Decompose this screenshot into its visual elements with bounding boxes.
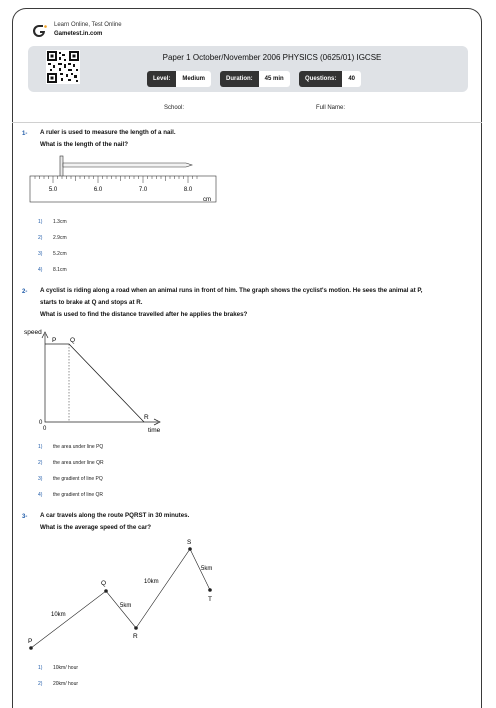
- duration-value: 45 min: [259, 71, 290, 87]
- level-label: Level:: [147, 71, 176, 87]
- ruler-tick-label: 7.0: [138, 187, 148, 193]
- option-text[interactable]: 10km/ hour: [53, 665, 79, 671]
- question-line: A car travels along the route PQRST in 30 minutes.: [40, 512, 190, 519]
- speed-time-graph: [20, 322, 170, 436]
- duration-label: Duration:: [220, 71, 259, 87]
- question-3-number: 3-: [22, 514, 28, 520]
- route-point: [29, 646, 33, 650]
- questions-pill: [299, 71, 361, 87]
- logo-text: [54, 21, 122, 39]
- qr-code: [46, 50, 80, 84]
- option-number: 3): [38, 251, 43, 257]
- ruler: [30, 176, 216, 203]
- gametest-logo: [30, 24, 48, 38]
- site-name: Gametest.in.com: [54, 31, 103, 37]
- route-path: [31, 549, 213, 648]
- option-number: 4): [38, 492, 43, 498]
- option-text[interactable]: 5.2cm: [53, 251, 67, 257]
- label-p: P: [28, 638, 33, 645]
- question-3-text: [40, 510, 189, 534]
- question-2-text: [40, 285, 422, 321]
- nail: [60, 156, 192, 178]
- route-diagram: [20, 535, 230, 655]
- option-text[interactable]: the gradient of line PQ: [53, 476, 103, 482]
- ruler-tick-label: 5.0: [48, 187, 58, 193]
- graph-xlabel: time: [148, 427, 161, 434]
- label-t: T: [208, 596, 212, 603]
- origin-y: 0: [39, 420, 43, 426]
- question-line: What is used to find the distance travelled after he applies the brakes?: [40, 311, 248, 318]
- distance-pq: 10km: [51, 612, 66, 618]
- route-point: [134, 626, 138, 630]
- option-number: 1): [38, 665, 43, 671]
- level-pill: [147, 71, 211, 87]
- question-1-text: [40, 127, 176, 151]
- distance-rs: 10km: [144, 579, 159, 585]
- label-r: R: [133, 633, 138, 640]
- point-r: R: [144, 414, 149, 421]
- question-line: starts to brake at Q and stops at R.: [40, 299, 143, 306]
- questions-value: 40: [342, 71, 361, 87]
- question-2-number: 2-: [22, 289, 28, 295]
- ruler-tick-label: 8.0: [183, 187, 193, 193]
- level-value: Medium: [176, 71, 211, 87]
- option-number: 1): [38, 444, 43, 450]
- option-number: 2): [38, 460, 43, 466]
- graph-line: [45, 344, 144, 422]
- question-line: A ruler is used to measure the length of a nail.: [40, 129, 176, 136]
- option-text[interactable]: the area under line QR: [53, 460, 104, 466]
- option-number: 4): [38, 267, 43, 273]
- fullname-label: Full Name:: [316, 105, 346, 111]
- ruler-figure: [28, 150, 220, 206]
- ruler-unit: cm: [203, 197, 211, 203]
- option-number: 1): [38, 219, 43, 225]
- route-point: [208, 588, 212, 592]
- origin-x: 0: [43, 426, 47, 432]
- option-text[interactable]: 2.9cm: [53, 235, 67, 241]
- distance-st: 5km: [201, 566, 213, 572]
- option-text[interactable]: 8.1cm: [53, 267, 67, 273]
- option-text[interactable]: 1.3cm: [53, 219, 67, 225]
- question-line: What is the average speed of the car?: [40, 524, 152, 531]
- route-point: [104, 589, 108, 593]
- option-text[interactable]: the gradient of line QR: [53, 492, 104, 498]
- ruler-tick-label: 6.0: [93, 187, 103, 193]
- route-point: [188, 547, 192, 551]
- option-text[interactable]: the area under line PQ: [53, 444, 104, 450]
- question-line: What is the length of the nail?: [40, 141, 128, 148]
- questions-label: Questions:: [299, 71, 342, 87]
- duration-pill: [220, 71, 290, 87]
- divider: [12, 122, 482, 123]
- option-number: 3): [38, 476, 43, 482]
- point-q: Q: [70, 337, 76, 344]
- graph-ylabel: speed: [24, 329, 42, 336]
- school-label: School:: [164, 105, 185, 111]
- question-line: A cyclist is riding along a road when an animal runs in front of him. The graph shows the cyclist's motion. He sees the animal at P,: [40, 287, 423, 294]
- label-s: S: [187, 539, 192, 546]
- point-p: P: [52, 337, 57, 344]
- tagline: Learn Online, Test Online: [54, 22, 122, 28]
- question-1-number: 1-: [22, 131, 28, 137]
- distance-qr: 5km: [120, 603, 132, 609]
- option-number: 2): [38, 235, 43, 241]
- option-text[interactable]: 20km/ hour: [53, 681, 79, 687]
- label-q: Q: [101, 580, 107, 587]
- option-number: 2): [38, 681, 43, 687]
- paper-title: Paper 1 October/November 2006 PHYSICS (0625/01) IGCSE: [162, 53, 382, 62]
